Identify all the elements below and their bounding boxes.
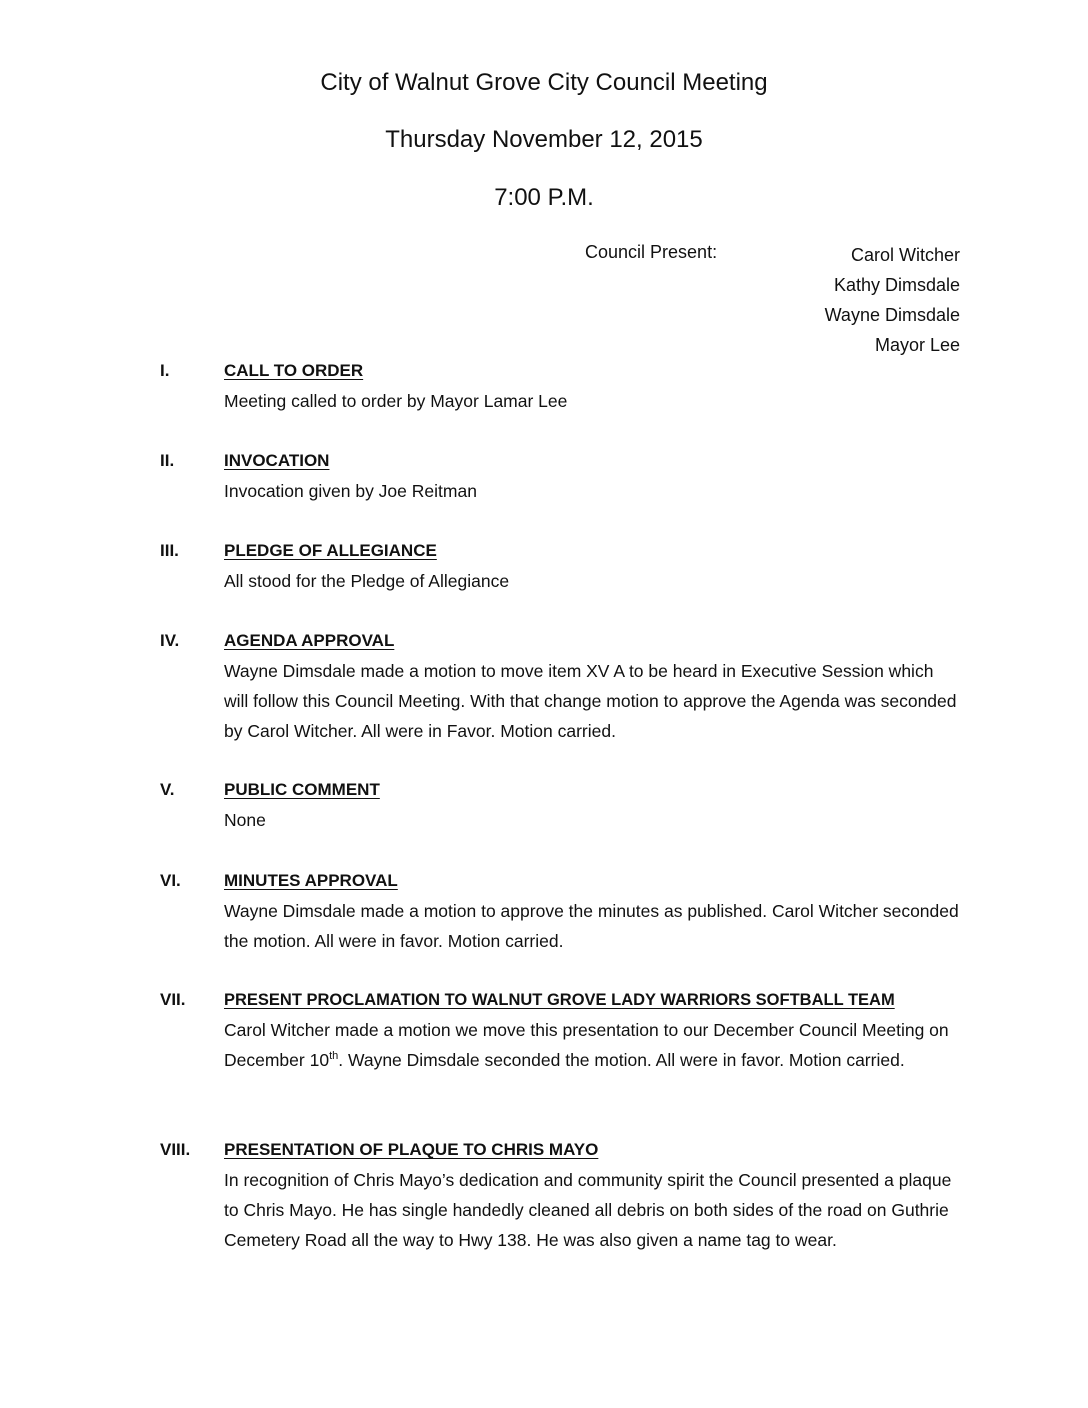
- meeting-date: Thursday November 12, 2015: [385, 126, 703, 153]
- document-title: City of Walnut Grove City Council Meeting: [320, 69, 768, 96]
- ordinal-suffix: th: [329, 1050, 339, 1063]
- section-call-to-order: [160, 356, 960, 416]
- section-number: II.: [160, 451, 175, 470]
- section-heading: MINUTES APPROVAL: [224, 871, 398, 890]
- meeting-time: 7:00 P.M.: [494, 184, 594, 211]
- section-heading: PRESENT PROCLAMATION TO WALNUT GROVE LADY WARRIORS SOFTBALL TEAM: [224, 991, 895, 1009]
- section-body-part: Carol Witcher made a motion we move this presentation to our December Council Meeting on December 10: [224, 1020, 949, 1070]
- section-body: In recognition of Chris Mayo’s dedication and community spirit the Council presented a plaque to Chris Mayo. He has single handedly cleaned all debris on both sides of the road on Guthrie Cemetery Road all the way to Hwy 138. He was also given a name tag to wear.: [224, 1170, 952, 1250]
- council-members-list: [825, 240, 960, 360]
- section-pledge: [160, 536, 960, 596]
- section-heading: CALL TO ORDER: [224, 361, 364, 380]
- section-invocation: [160, 446, 960, 506]
- section-number: VIII.: [160, 1140, 191, 1159]
- section-number: III.: [160, 541, 179, 560]
- council-member: Wayne Dimsdale: [824, 305, 960, 325]
- section-plaque-presentation: [160, 1135, 960, 1255]
- section-number: IV.: [160, 631, 180, 650]
- section-number: VII.: [160, 990, 186, 1009]
- section-body-part: . Wayne Dimsdale seconded the motion. All were in favor. Motion carried.: [338, 1050, 905, 1070]
- section-number: V.: [160, 780, 175, 799]
- section-heading: PLEDGE OF ALLEGIANCE: [224, 541, 437, 560]
- section-body: Wayne Dimsdale made a motion to approve the minutes as published. Carol Witcher seconded the motion. All were in favor. Motion carried.: [224, 901, 959, 951]
- section-body: Meeting called to order by Mayor Lamar Lee: [224, 391, 568, 411]
- section-number: I.: [160, 361, 170, 380]
- section-proclamation: [160, 985, 960, 1075]
- section-minutes-approval: [160, 866, 960, 956]
- section-agenda-approval: [160, 626, 960, 746]
- section-body: [224, 1015, 960, 1075]
- section-heading: INVOCATION: [224, 451, 330, 470]
- section-heading: PRESENTATION OF PLAQUE TO CHRIS MAYO: [224, 1140, 599, 1159]
- section-heading: PUBLIC COMMENT: [224, 780, 380, 799]
- council-member: Mayor Lee: [874, 335, 960, 355]
- section-body: None: [224, 810, 266, 830]
- council-present-label: Council Present:: [585, 242, 718, 262]
- section-number: VI.: [160, 871, 181, 890]
- section-public-comment: [160, 775, 960, 835]
- council-member: Carol Witcher: [850, 245, 960, 265]
- section-body: Wayne Dimsdale made a motion to move item XV A to be heard in Executive Session which will follow this Council Meeting. With that change motion to approve the Agenda was seconded by Carol Witcher. All were in Favor. Motion carried.: [224, 661, 957, 741]
- section-heading: AGENDA APPROVAL: [224, 631, 395, 650]
- council-member: Kathy Dimsdale: [833, 275, 960, 295]
- section-body: Invocation given by Joe Reitman: [224, 481, 477, 501]
- section-body: All stood for the Pledge of Allegiance: [224, 571, 510, 591]
